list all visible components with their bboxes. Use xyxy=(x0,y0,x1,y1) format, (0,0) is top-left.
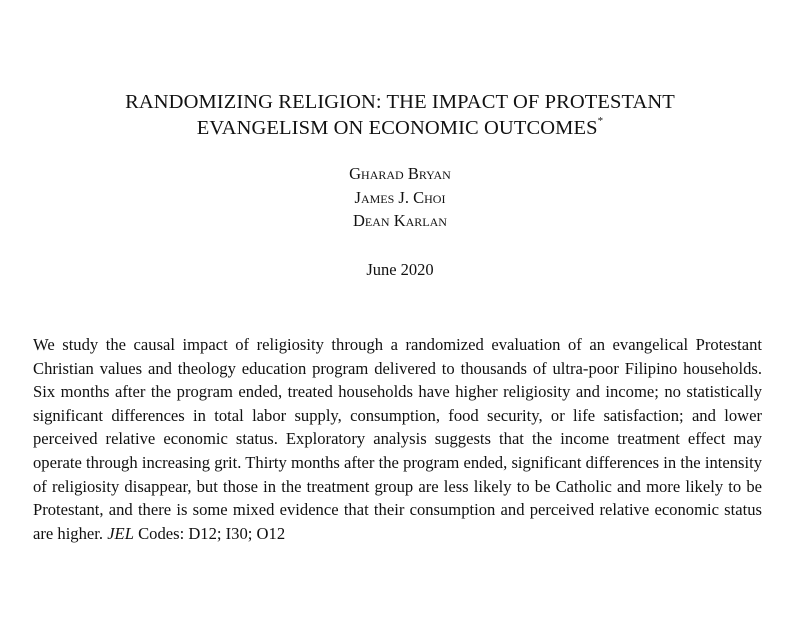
title-line-2: EVANGELISM ON ECONOMIC OUTCOMES xyxy=(196,117,598,139)
jel-codes: Codes: D12; I30; O12 xyxy=(138,523,286,543)
title-footnote-mark: * xyxy=(597,115,604,128)
publication-date: June 2020 xyxy=(366,260,434,279)
author-name: Gharad Bryan xyxy=(349,164,451,183)
abstract xyxy=(33,333,762,545)
author-list xyxy=(0,162,800,233)
paper-title xyxy=(0,89,800,141)
title-line-1: RANDOMIZING RELIGION: THE IMPACT OF PROTESTANT xyxy=(125,91,675,113)
author-name: James J. Choi xyxy=(354,187,446,207)
author-name: Dean Karlan xyxy=(353,211,447,230)
abstract-body: We study the causal impact of religiosity through a randomized evaluation of an evangelical Protestant Christian values and theology education program delivered to thousands of ultra-poor Filipino households. Six months after the program ended, treated households have higher religiosity and income; no statistically significant differences in total labor supply, consumption, food security, or life satisfaction; and lower perceived relative economic status. Exploratory analysis suggests that the income treatment effect may operate through increasing grit. Thirty months after the program ended, significant differences in the intensity of religiosity disappear, but those in the treatment group are less likely to be Catholic and more likely to be Protestant, and there is some mixed evidence that their consumption and perceived relative economic status are higher. xyxy=(33,335,762,543)
jel-label: JEL xyxy=(107,523,134,543)
